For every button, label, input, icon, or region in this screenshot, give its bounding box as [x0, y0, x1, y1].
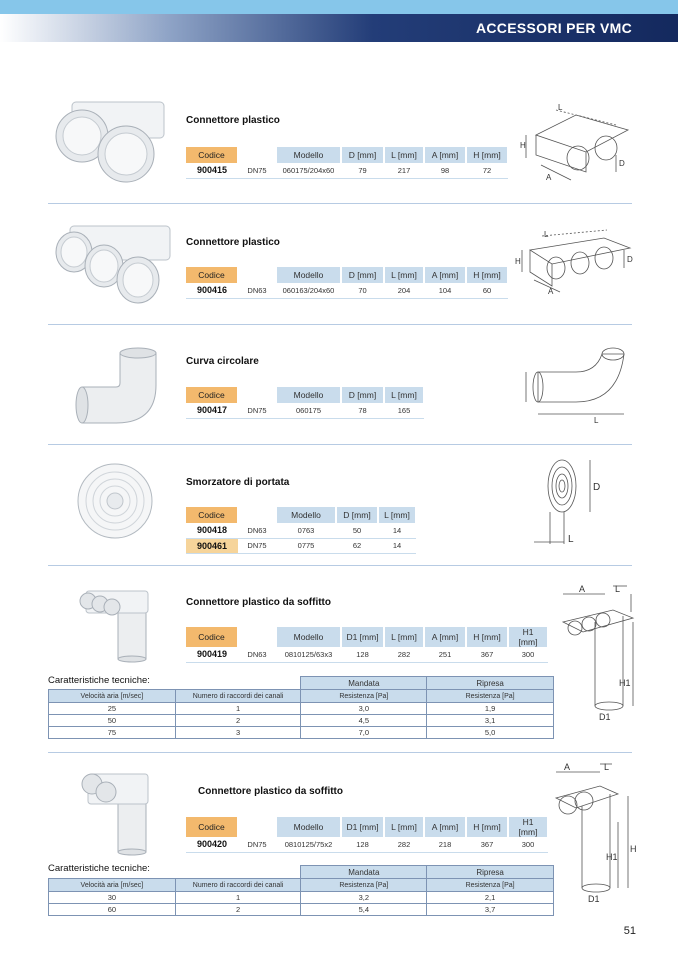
dim-label: D	[619, 159, 625, 168]
tech-table-900419	[48, 676, 554, 739]
product-photo-900418	[74, 460, 156, 542]
product-photo-900419	[76, 583, 156, 663]
dim-label: A	[579, 584, 586, 594]
col-header: H [mm]	[466, 817, 508, 837]
product-code: 900420	[186, 837, 238, 852]
col-header: Modello	[276, 147, 341, 163]
tech-label: Caratteristiche tecniche:	[48, 863, 150, 874]
product-title: Smorzatore di portata	[186, 477, 290, 488]
dim-label: L	[615, 584, 621, 594]
dim-label: H	[520, 141, 526, 150]
product-table-900418	[186, 507, 417, 554]
product-photo-900420	[76, 768, 156, 856]
col-header: D1 [mm]	[341, 627, 384, 647]
dim-label: D	[593, 482, 601, 493]
dimension-drawing-900417	[516, 340, 631, 425]
col-header: L [mm]	[384, 627, 424, 647]
dimension-drawing-900420	[548, 760, 640, 910]
table-row: 900418 DN63 0763 50 14	[186, 523, 416, 538]
col-header: H1 [mm]	[508, 627, 548, 647]
col-header: H [mm]	[466, 147, 508, 163]
table-row: 900419 DN63 0810125/63x3 128 282 251 367 300	[186, 647, 548, 662]
col-header: Codice	[186, 147, 238, 163]
product-table-900417	[186, 387, 425, 419]
col-header: Resistenza [Pa]	[427, 879, 554, 892]
dim-label: D1	[588, 894, 600, 904]
group-header: Ripresa	[427, 866, 554, 879]
product-code: 900461	[186, 538, 238, 553]
group-header: Ripresa	[427, 677, 554, 690]
product-title: Connettore plastico da soffitto	[198, 786, 343, 797]
col-header: Codice	[186, 267, 238, 283]
col-header: L [mm]	[384, 817, 424, 837]
product-table-900419	[186, 627, 549, 663]
table-row: 900415 DN75 060175/204x60 79 217 98 72	[186, 163, 508, 178]
table-row: 30 1 3,2 2,1	[49, 892, 554, 904]
product-photo-900416	[52, 220, 177, 310]
col-header: Modello	[276, 627, 341, 647]
dim-label: L	[604, 762, 610, 772]
col-header: A [mm]	[424, 817, 466, 837]
tech-label: Caratteristiche tecniche:	[48, 675, 150, 686]
col-header: Codice	[186, 387, 238, 403]
table-row: 900417 DN75 060175 78 165	[186, 403, 424, 418]
table-row: 25 1 3,0 1,9	[49, 703, 554, 715]
section-divider	[48, 324, 632, 325]
dim-label: H	[515, 257, 521, 266]
col-header: H1 [mm]	[508, 817, 548, 837]
col-header: A [mm]	[424, 147, 466, 163]
dim-label: L	[544, 230, 549, 239]
table-row: 75 3 7,0 5,0	[49, 727, 554, 739]
product-title: Connettore plastico da soffitto	[186, 597, 331, 608]
col-header: L [mm]	[384, 267, 424, 283]
product-code: 900416	[186, 283, 238, 298]
dim-label: A	[546, 173, 552, 182]
product-code: 900418	[186, 523, 238, 538]
table-row: 60 2 5,4 3,7	[49, 904, 554, 916]
col-header: Modello	[276, 507, 336, 523]
product-code: 900415	[186, 163, 238, 178]
col-header: D1 [mm]	[341, 817, 384, 837]
col-header: L [mm]	[378, 507, 416, 523]
product-table-900416	[186, 267, 509, 299]
dim-label: D1	[599, 712, 611, 722]
dim-label: A	[548, 287, 554, 296]
col-header: Velocità aria [m/sec]	[49, 690, 176, 703]
product-table-900420	[186, 817, 549, 853]
tech-table-900420	[48, 865, 554, 916]
col-header: D [mm]	[341, 267, 384, 283]
group-header: Mandata	[301, 866, 427, 879]
dim-label: D	[627, 255, 633, 264]
product-photo-900417	[68, 345, 163, 430]
page-number: 51	[623, 925, 636, 937]
dim-label: H1	[606, 852, 618, 862]
col-header: Codice	[186, 507, 238, 523]
dim-label: H	[630, 844, 637, 854]
col-header: Codice	[186, 817, 238, 837]
section-divider	[48, 203, 632, 204]
section-divider	[48, 444, 632, 445]
product-title: Curva circolare	[186, 356, 259, 367]
dimension-drawing-900415	[516, 100, 636, 190]
col-header: H [mm]	[466, 627, 508, 647]
col-header: L [mm]	[384, 387, 424, 403]
col-header: Resistenza [Pa]	[427, 690, 554, 703]
col-header: D [mm]	[336, 507, 378, 523]
table-row: 900420 DN75 0810125/75x2 128 282 218 367 300	[186, 837, 548, 852]
col-header: Numero di raccordi dei canali	[175, 879, 301, 892]
col-header: L [mm]	[384, 147, 424, 163]
table-row: 900461 DN75 0775 62 14	[186, 538, 416, 553]
col-header: Modello	[276, 817, 341, 837]
product-title: Connettore plastico	[186, 237, 280, 248]
col-header: H [mm]	[466, 267, 508, 283]
col-header: Codice	[186, 627, 238, 647]
dim-label: H1	[619, 678, 631, 688]
dim-label: L	[594, 416, 599, 425]
product-table-900415	[186, 147, 509, 179]
section-divider	[48, 752, 632, 753]
section-divider	[48, 565, 632, 566]
col-header: Modello	[276, 387, 341, 403]
col-header: A [mm]	[424, 267, 466, 283]
col-header: D [mm]	[341, 147, 384, 163]
col-header: Modello	[276, 267, 341, 283]
product-title: Connettore plastico	[186, 115, 280, 126]
page-header	[0, 14, 678, 42]
dim-label: A	[564, 762, 571, 772]
col-header: Velocità aria [m/sec]	[49, 879, 176, 892]
table-row: 900416 DN63 060163/204x60 70 204 104 60	[186, 283, 508, 298]
col-header: D [mm]	[341, 387, 384, 403]
col-header: Numero di raccordi dei canali	[175, 690, 301, 703]
dimension-drawing-900416	[512, 228, 637, 298]
col-header: A [mm]	[424, 627, 466, 647]
product-code: 900419	[186, 647, 238, 662]
col-header: Resistenza [Pa]	[301, 879, 427, 892]
page-title: ACCESSORI PER VMC	[475, 20, 632, 36]
group-header: Mandata	[301, 677, 427, 690]
table-row: 50 2 4,5 3,1	[49, 715, 554, 727]
dim-label: L	[568, 534, 574, 545]
col-header: Resistenza [Pa]	[301, 690, 427, 703]
top-accent-bar	[0, 0, 678, 14]
dimension-drawing-900418	[530, 454, 615, 554]
product-code: 900417	[186, 403, 238, 418]
dim-label: L	[558, 103, 563, 112]
dimension-drawing-900419	[555, 582, 645, 727]
product-photo-900415	[52, 96, 172, 186]
